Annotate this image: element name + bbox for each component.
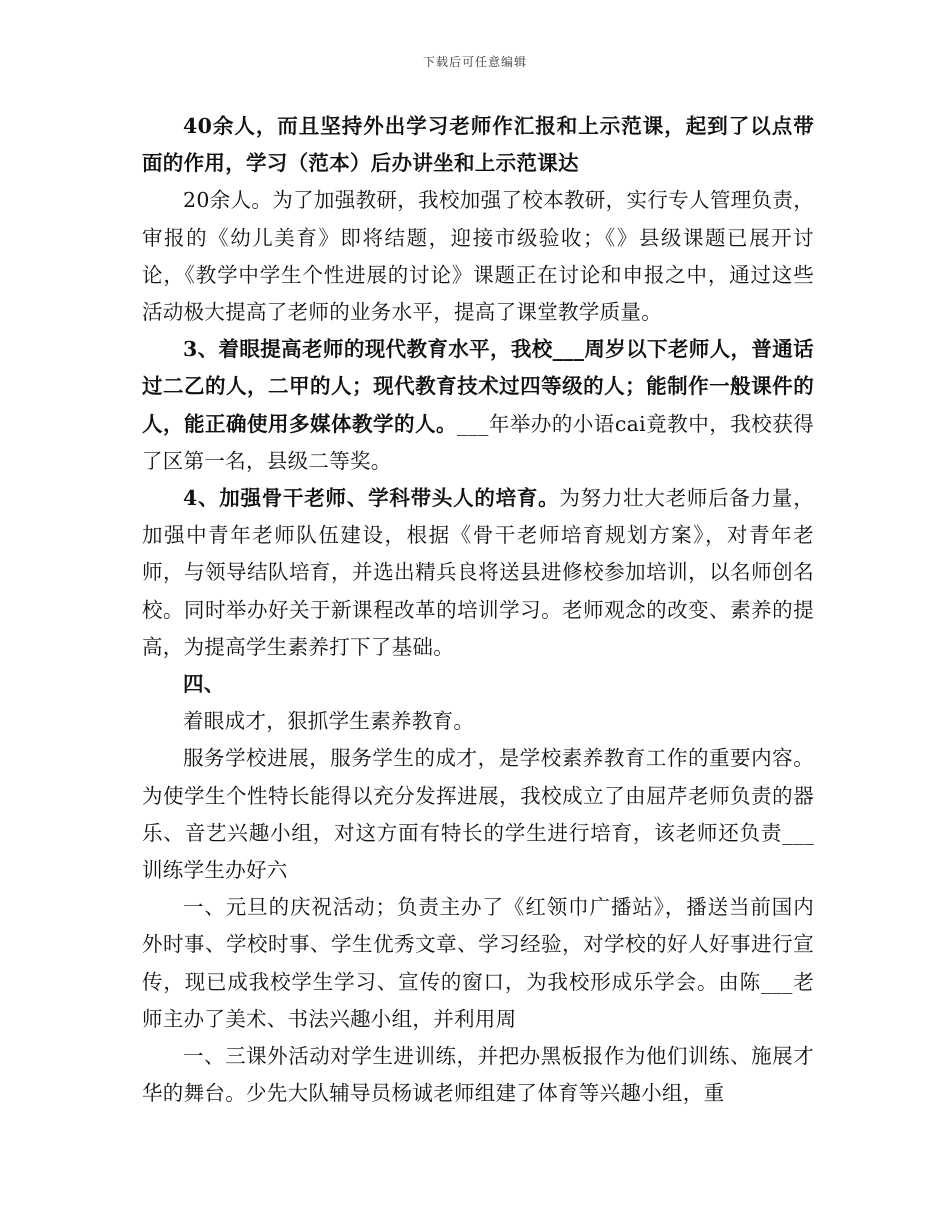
paragraph-9-text: 一、三课外活动对学生进训练，并把办黑板报作为他们训练、施展才华的舞台。少先大队辅导员杨诚老师组建了体育等兴趣小组，重	[142, 1044, 814, 1106]
paragraph-1	[142, 108, 814, 182]
section-heading: 四、	[183, 672, 225, 697]
paragraph-5	[142, 666, 814, 703]
paragraph-4	[142, 480, 814, 666]
paragraph-6	[142, 703, 814, 740]
paragraph-8-text: 一、元旦的庆祝活动；负责主办了《红领巾广播站》，播送当前国内外时事、学校时事、学生优秀文章、学习经验，对学校的好人好事进行宣传，现已成我校学生学习、宣传的窗口，为我校形成乐学会。由陈___老师主办了美术、书法兴趣小组，并利用周	[142, 895, 814, 1031]
paragraph-7	[142, 740, 814, 889]
paragraph-8	[142, 889, 814, 1038]
paragraph-2	[142, 182, 814, 331]
paragraph-3-bold: 3、着眼提高老师的现代教育水平，我校___周岁以下老师人，普通话过二乙的人，二甲的人；现代教育技术过四等级的人；能制作一般课件的人，能正确使用多媒体教学的人。	[142, 337, 814, 436]
document-body	[142, 108, 814, 1112]
paragraph-3-text: ___年举办的小语cai竟教中，我校获得了区第一名，县级二等奖。	[142, 411, 815, 473]
paragraph-3	[142, 331, 814, 480]
paragraph-2-text: 20余人。为了加强教研，我校加强了校本教研，实行专人管理负责，审报的《幼儿美育》即将结题，迎接市级验收；《》县级课题已展开讨论，《教学中学生个性进展的讨论》课题正在讨论和申报之中，通过这些活动极大提高了老师的业务水平，提高了课堂教学质量。	[142, 188, 814, 325]
paragraph-9	[142, 1038, 814, 1112]
page-header: 下载后可任意编辑	[422, 55, 527, 69]
paragraph-4-text: 为努力壮大老师后备力量，加强中青年老师队伍建设，根据《骨干老师培育规划方案》，对青年老师，与领导结队培育，并选出精兵良将送县进修校参加培训，以名师创名校。同时举办好关于新课程改革的培训学习。老师观念的改变、素养的提高，为提高学生素养打下了基础。	[142, 486, 814, 659]
paragraph-7-text: 服务学校进展，服务学生的成才，是学校素养教育工作的重要内容。为使学生个性特长能得以充分发挥进展，我校成立了由屈芹老师负责的器乐、音艺兴趣小组，对这方面有特长的学生进行培育，该老师还负责___训练学生办好六	[142, 746, 814, 883]
paragraph-6-text: 着眼成才，狠抓学生素养教育。	[183, 709, 475, 734]
paragraph-1-bold: 40余人，而且坚持外出学习老师作汇报和上示范课，起到了以点带面的作用，学习（范本）后办讲坐和上示范课达	[142, 114, 814, 176]
paragraph-4-bold: 4、加强骨干老师、学科带头人的培育。	[183, 486, 560, 511]
